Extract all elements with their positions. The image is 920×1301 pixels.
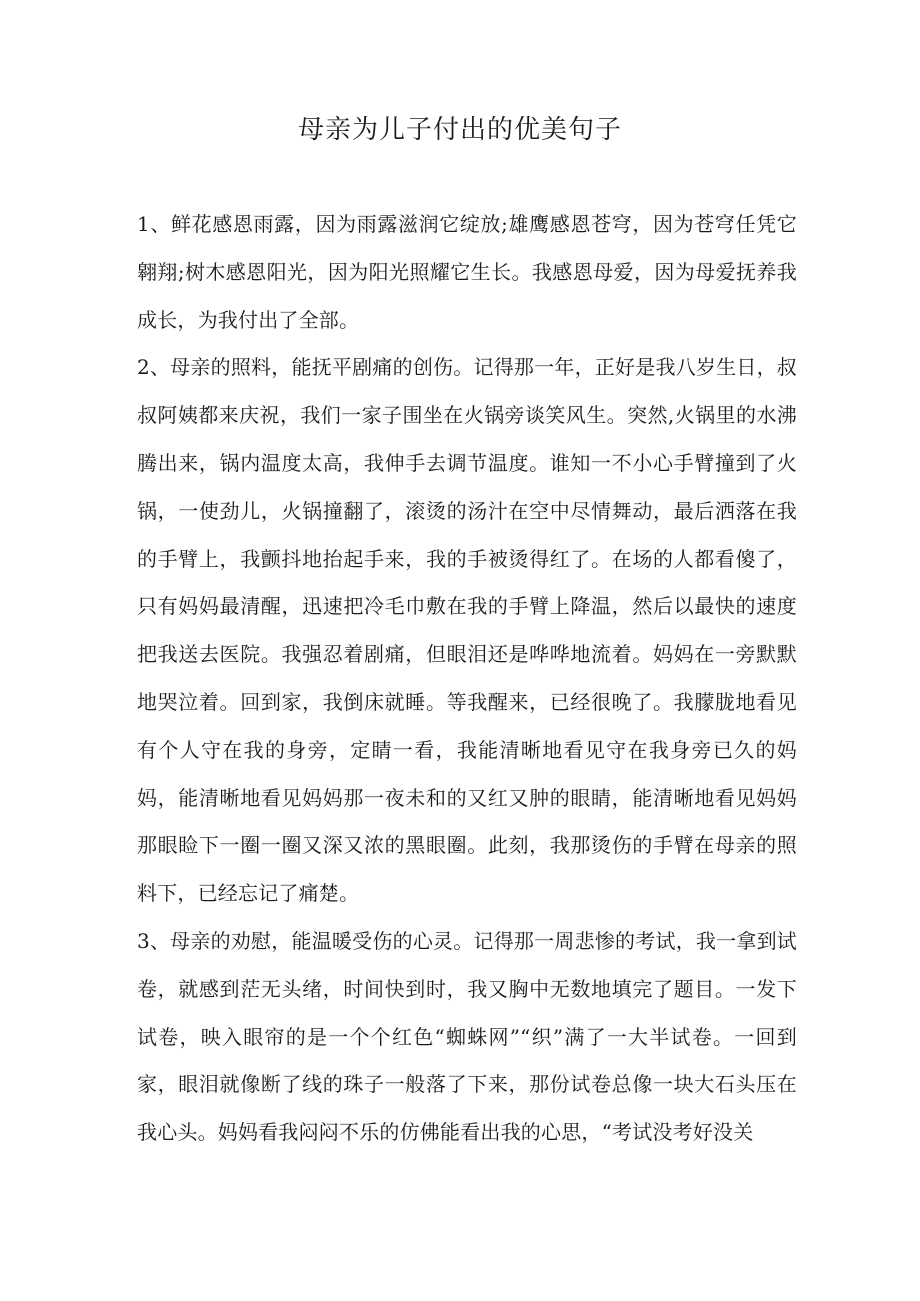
paragraph-1: 1、鲜花感恩雨露，因为雨露滋润它绽放;雄鹰感恩苍穹，因为苍穹任凭它翱翔;树木感恩阳光，因为阳光照耀它生长。我感恩母爱，因为母爱抚养我成长，为我付出了全部。 (137, 212, 797, 332)
paragraph-3: 3、母亲的劝慰，能温暖受伤的心灵。记得那一周悲惨的考试，我一拿到试卷，就感到茫无头绪，时间快到时，我又胸中无数地填完了题目。一发下试卷，映入眼帘的是一个个红色“蜘蛛网”“织”满了一大半试卷。一回到家，眼泪就像断了线的珠子一般落了下来，那份试卷总像一块大石头压在我心头。妈妈看我闷闷不乐的仿佛能看出我的心思，“考试没考好没关 (137, 928, 797, 1145)
document-body (137, 201, 797, 1157)
page-title: 母亲为儿子付出的优美句子 (297, 115, 622, 145)
paragraph-2: 2、母亲的照料，能抚平剧痛的创伤。记得那一年，正好是我八岁生日，叔叔阿姨都来庆祝，我们一家子围坐在火锅旁谈笑风生。突然,火锅里的水沸腾出来，锅内温度太高，我伸手去调节温度。谁知一不小心手臂撞到了火锅，一使劲儿，火锅撞翻了，滚烫的汤汁在空中尽情舞动，最后洒落在我的手臂上，我颤抖地抬起手来，我的手被烫得红了。在场的人都看傻了，只有妈妈最清醒，迅速把冷毛巾敷在我的手臂上降温，然后以最快的速度把我送去医院。我强忍着剧痛，但眼泪还是哗哗地流着。妈妈在一旁默默地哭泣着。回到家，我倒床就睡。等我醒来，已经很晚了。我朦胧地看见有个人守在我的身旁，定睛一看，我能清晰地看见守在我身旁已久的妈妈，能清晰地看见妈妈那一夜未和的又红又肿的眼睛，能清晰地看见妈妈那眼睑下一圈一圈又深又浓的黑眼圈。此刻，我那烫伤的手臂在母亲的照料下，已经忘记了痛楚。 (137, 355, 797, 906)
